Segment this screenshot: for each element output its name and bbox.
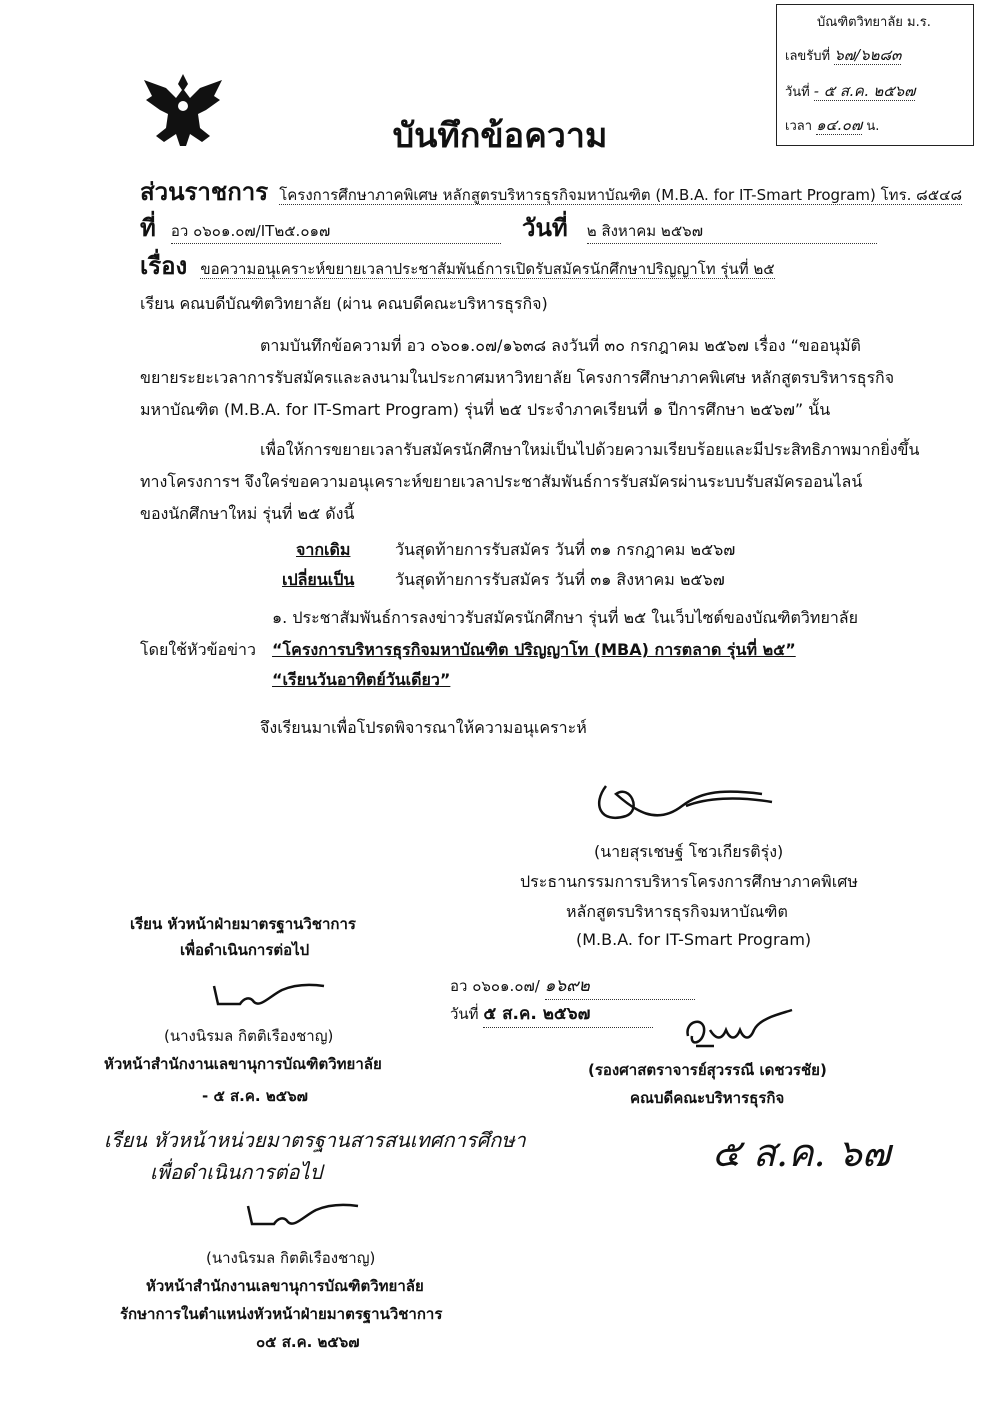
salutation: เรียน คณบดีบัณฑิตวิทยาลัย (ผ่าน คณบดีคณะบริหารธุรกิจ): [140, 294, 548, 313]
signer-position-1: ประธานกรรมการบริหารโครงการศึกษาภาคพิเศษ: [520, 872, 858, 891]
agency-label: ส่วนราชการ: [140, 178, 269, 206]
note2-action: เพื่อดำเนินการต่อไป: [150, 1160, 323, 1184]
stamp-number: ๖๗/๖๒๘๓: [834, 46, 902, 64]
stamp-number-label: เลขรับที่: [785, 49, 831, 64]
stamp-date-label: วันที่: [785, 85, 810, 100]
para1-line2: ขยายระยะเวลาการรับสมัครและลงนามในประกาศมหาวิทยาลัย โครงการศึกษาภาคพิเศษ หลักสูตรบริหารธุรกิจ: [140, 368, 895, 387]
ref-label: ที่: [140, 214, 156, 242]
to-label: เปลี่ยนเป็น: [282, 570, 355, 589]
signer-position-2: หลักสูตรบริหารธุรกิจมหาบัณฑิต: [566, 902, 788, 921]
ref-value: อว ๐๖๐๑.๐๗/IT๒๕.๐๑๗: [171, 219, 501, 244]
para2-line2: ทางโครงการฯ จึงใคร่ขอความอนุเคราะห์ขยายเวลาประชาสัมพันธ์การรับสมัครผ่านระบบรับสมัครออนไลน์: [140, 472, 863, 491]
stamp-time-unit: น.: [866, 119, 880, 134]
note1-date: - ๕ ส.ค. ๒๕๖๗: [202, 1087, 308, 1105]
dean-ref-label: อว ๐๖๐๑.๐๗/: [450, 977, 540, 995]
note2-signature-mark: [244, 1196, 364, 1232]
date-value: ๒ สิงหาคม ๒๕๖๗: [587, 219, 877, 244]
item1-prefix: โดยใช้หัวข้อข่าว: [140, 640, 257, 659]
para2-line1: เพื่อให้การขยายเวลารับสมัครนักศึกษาใหม่เป็นไปด้วยความเรียบร้อยและมีประสิทธิภาพมากยิ่งขึ้น: [260, 440, 920, 459]
agency-value: โครงการศึกษาภาคพิเศษ หลักสูตรบริหารธุรกิจมหาบัณฑิต (M.B.A. for IT-Smart Program) โทร. ๘๕๔๘: [279, 186, 963, 204]
item1: ๑. ประชาสัมพันธ์การลงข่าวรับสมัครนักศึกษา รุ่นที่ ๒๕ ในเว็บไซต์ของบัณฑิตวิทยาลัย: [272, 608, 858, 627]
note2-date: ๐๕ ส.ค. ๒๕๖๗: [256, 1333, 360, 1351]
headline2: “เรียนวันอาทิตย์วันเดียว”: [272, 670, 451, 689]
para1-line3: มหาบัณฑิต (M.B.A. for IT-Smart Program) รุ่นที่ ๒๕ ประจำภาคเรียนที่ ๑ ปีการศึกษา ๒๕๖๗” นั้น: [140, 400, 831, 419]
headline1: “โครงการบริหารธุรกิจมหาบัณฑิต ปริญญาโท (MBA) การตลาด รุ่นที่ ๒๕”: [272, 640, 796, 659]
dean-ref-number: ๑๖๙๒: [545, 972, 695, 1000]
para1-line1: ตามบันทึกข้อความที่ อว ๐๖๐๑.๐๗/๑๖๓๘ ลงวันที่ ๓๐ กรกฎาคม ๒๕๖๗ เรื่อง “ขออนุมัติ: [260, 336, 861, 355]
dean-position: คณบดีคณะบริหารธุรกิจ: [630, 1089, 785, 1107]
stamp-time-label: เวลา: [785, 119, 813, 134]
note1-to: เรียน หัวหน้าฝ่ายมาตรฐานวิชาการ: [130, 915, 356, 933]
dean-name: (รองศาสตราจารย์สุวรรณี เดชวรชัย): [588, 1061, 827, 1079]
signer-position-3: (M.B.A. for IT-Smart Program): [576, 930, 812, 949]
from-text: วันสุดท้ายการรับสมัคร วันที่ ๓๑ กรกฎาคม ๒๕๖๗: [395, 540, 736, 559]
note1-name: (นางนิรมล กิตติเรืองชาญ): [164, 1027, 334, 1045]
note1-action: เพื่อดำเนินการต่อไป: [180, 941, 310, 959]
para2-line3: ของนักศึกษาใหม่ รุ่นที่ ๒๕ ดังนี้: [140, 504, 355, 523]
note2-position-1: หัวหน้าสำนักงานเลขานุการบัณฑิตวิทยาลัย: [146, 1277, 424, 1295]
date-label: วันที่: [522, 214, 568, 242]
stamp-date: - ๕ ส.ค. ๒๕๖๗: [813, 82, 916, 100]
closing: จึงเรียนมาเพื่อโปรดพิจารณาให้ความอนุเคราะห์: [260, 718, 587, 737]
note1-signature-mark: [210, 976, 330, 1012]
from-label: จากเดิม: [296, 540, 351, 559]
stamp-time: ๑๔.๐๗: [816, 116, 863, 134]
to-text: วันสุดท้ายการรับสมัคร วันที่ ๓๑ สิงหาคม ๒๕๖๗: [395, 570, 725, 589]
dean-date: ๕ ส.ค. ๒๕๖๗: [483, 1000, 653, 1028]
signer-name: (นายสุรเชษฐ์ โชวเกียรติรุ่ง): [594, 842, 784, 861]
subject-label: เรื่อง: [140, 252, 188, 280]
subject-value: ขอความอนุเคราะห์ขยายเวลาประชาสัมพันธ์การเปิดรับสมัครนักศึกษาปริญญาโท รุ่นที่ ๒๕: [200, 260, 775, 278]
dean-date-label: วันที่: [450, 1005, 479, 1023]
signature-mark: [586, 776, 776, 836]
dean-handwritten-date: ๕ ส.ค. ๖๗: [712, 1131, 891, 1175]
note2-name: (นางนิรมล กิตติเรืองชาญ): [206, 1249, 376, 1267]
note2-position-2: รักษาการในตำแหน่งหัวหน้าฝ่ายมาตรฐานวิชาการ: [120, 1305, 443, 1323]
note1-position: หัวหน้าสำนักงานเลขานุการบัณฑิตวิทยาลัย: [104, 1055, 382, 1073]
note2-to: เรียน หัวหน้าหน่วยมาตรฐานสารสนเทศการศึกษา: [104, 1128, 526, 1152]
dean-signature-mark: [680, 1006, 800, 1052]
stamp-office: บัณฑิตวิทยาลัย ม.ร.: [817, 15, 931, 30]
page-title: บันทึกข้อความ: [392, 116, 608, 156]
